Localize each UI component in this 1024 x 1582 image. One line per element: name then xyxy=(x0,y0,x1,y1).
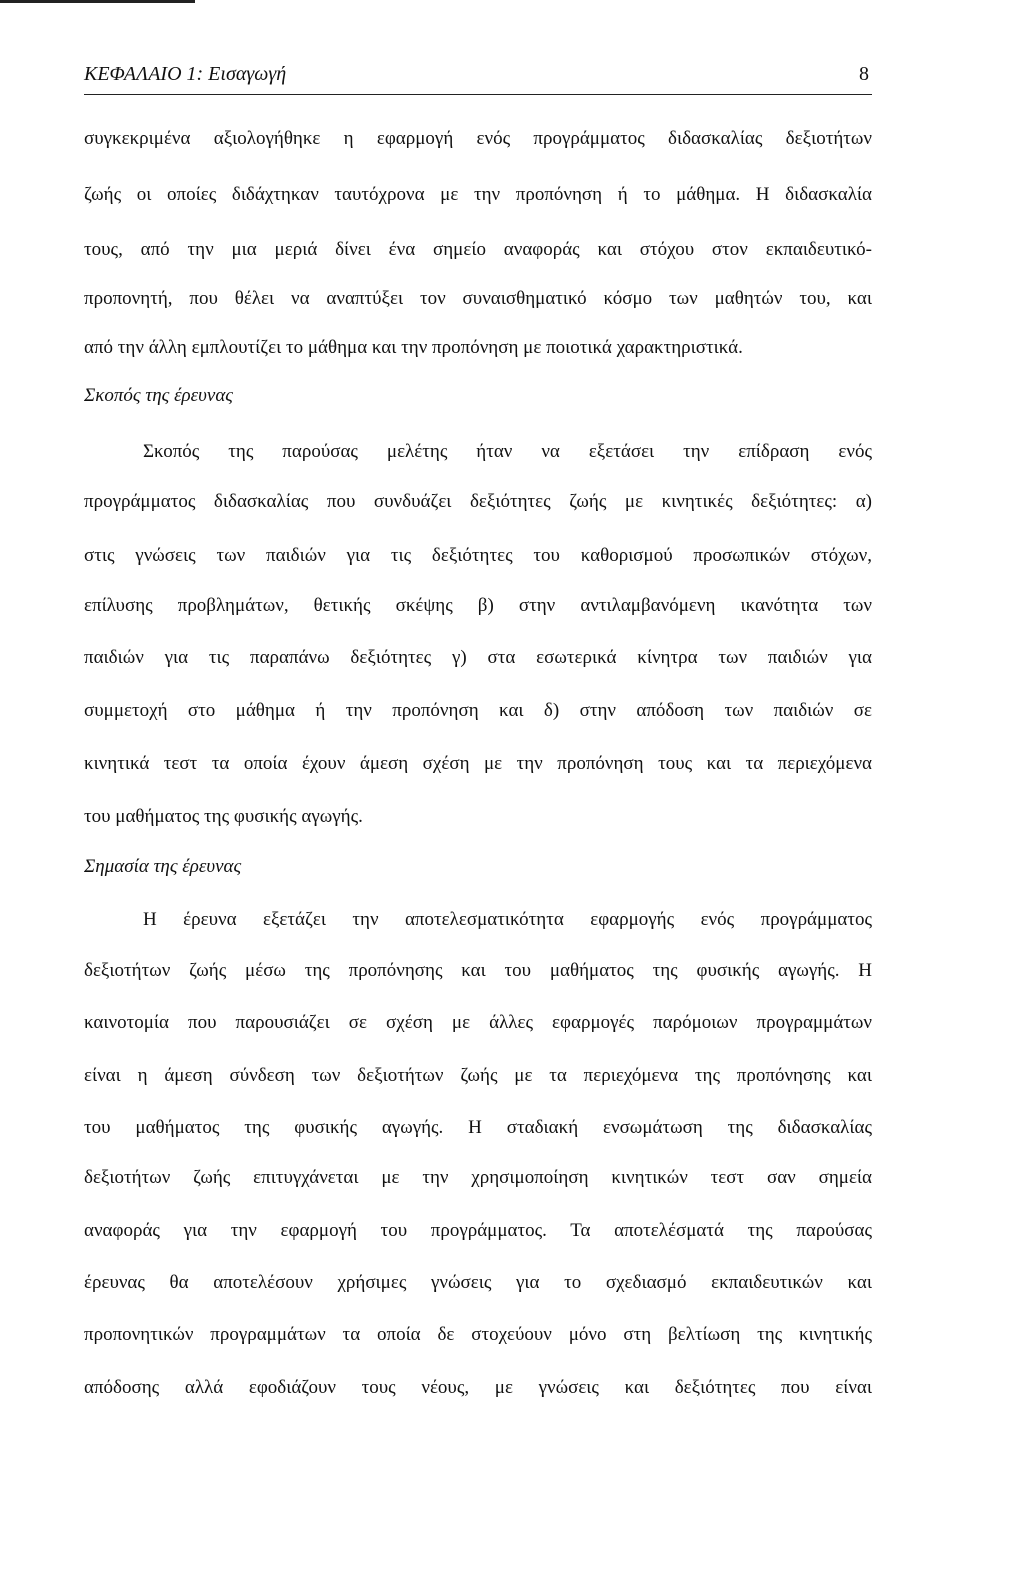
text-line: προπονητή, που θέλει να αναπτύξει τον συναισθηματικό κόσμο των μαθητών του, και xyxy=(84,288,872,309)
text-line: Σκοπός της παρούσας μελέτης ήταν να εξετάσει την επίδραση ενός xyxy=(143,441,872,462)
text-line: επίλυσης προβλημάτων, θετικής σκέψης β) στην αντιλαμβανόμενη ικανότητα των xyxy=(84,595,872,616)
section-heading-aim: Σκοπός της έρευνας xyxy=(84,385,234,406)
text-line: δεξιοτήτων ζωής μέσω της προπόνησης και του μαθήματος της φυσικής αγωγής. Η xyxy=(84,960,872,981)
top-edge-rule xyxy=(0,0,195,3)
text-line: έρευνας θα αποτελέσουν χρήσιμες γνώσεις για το σχεδιασμό εκπαιδευτικών και xyxy=(84,1272,872,1293)
section-heading-significance: Σημασία της έρευνας xyxy=(84,856,242,877)
text-line: Η έρευνα εξετάζει την αποτελεσματικότητα εφαρμογής ενός προγράμματος xyxy=(143,909,872,930)
text-line: από την άλλη εμπλουτίζει το μάθημα και την προπόνηση με ποιοτικά χαρακτηριστικά. xyxy=(84,337,743,358)
text-line: συγκεκριμένα αξιολογήθηκε η εφαρμογή ενός προγράμματος διδασκαλίας δεξιοτήτων xyxy=(84,128,872,149)
text-line: προπονητικών προγραμμάτων τα οποία δε στοχεύουν μόνο στη βελτίωση της κινητικής xyxy=(84,1324,872,1345)
text-line: απόδοσης αλλά εφοδιάζουν τους νέους, με γνώσεις και δεξιότητες που είναι xyxy=(84,1377,872,1398)
text-line: τους, από την μια μεριά δίνει ένα σημείο αναφοράς και στόχου στον εκπαιδευτικό- xyxy=(84,239,872,260)
text-line: καινοτομία που παρουσιάζει σε σχέση με άλλες εφαρμογές παρόμοιων προγραμμάτων xyxy=(84,1012,872,1033)
text-line: αναφοράς για την εφαρμογή του προγράμματος. Τα αποτελέσματά της παρούσας xyxy=(84,1220,872,1241)
text-line: στις γνώσεις των παιδιών για τις δεξιότητες του καθορισμού προσωπικών στόχων, xyxy=(84,545,872,566)
chapter-title: ΚΕΦΑΛΑΙΟ 1: Εισαγωγή xyxy=(84,63,287,85)
text-line: είναι η άμεση σύνδεση των δεξιοτήτων ζωής με τα περιεχόμενα της προπόνησης και xyxy=(84,1065,872,1086)
text-line: συμμετοχή στο μάθημα ή την προπόνηση και δ) στην απόδοση των παιδιών σε xyxy=(84,700,872,721)
text-line: του μαθήματος της φυσικής αγωγής. xyxy=(84,806,363,827)
text-line: ζωής οι οποίες διδάχτηκαν ταυτόχρονα με την προπόνηση ή το μάθημα. Η διδασκαλία xyxy=(84,184,872,205)
text-line: κινητικά τεστ τα οποία έχουν άμεση σχέση με την προπόνηση τους και τα περιεχόμενα xyxy=(84,753,872,774)
running-header xyxy=(84,60,872,95)
text-line: του μαθήματος της φυσικής αγωγής. Η σταδιακή ενσωμάτωση της διδασκαλίας xyxy=(84,1117,872,1138)
text-line: δεξιοτήτων ζωής επιτυγχάνεται με την χρησιμοποίηση κινητικών τεστ σαν σημεία xyxy=(84,1167,872,1188)
text-line: προγράμματος διδασκαλίας που συνδυάζει δεξιότητες ζωής με κινητικές δεξιότητες: α) xyxy=(84,491,872,512)
page-number: 8 xyxy=(859,63,869,85)
text-line: παιδιών για τις παραπάνω δεξιότητες γ) στα εσωτερικά κίνητρα των παιδιών για xyxy=(84,647,872,668)
